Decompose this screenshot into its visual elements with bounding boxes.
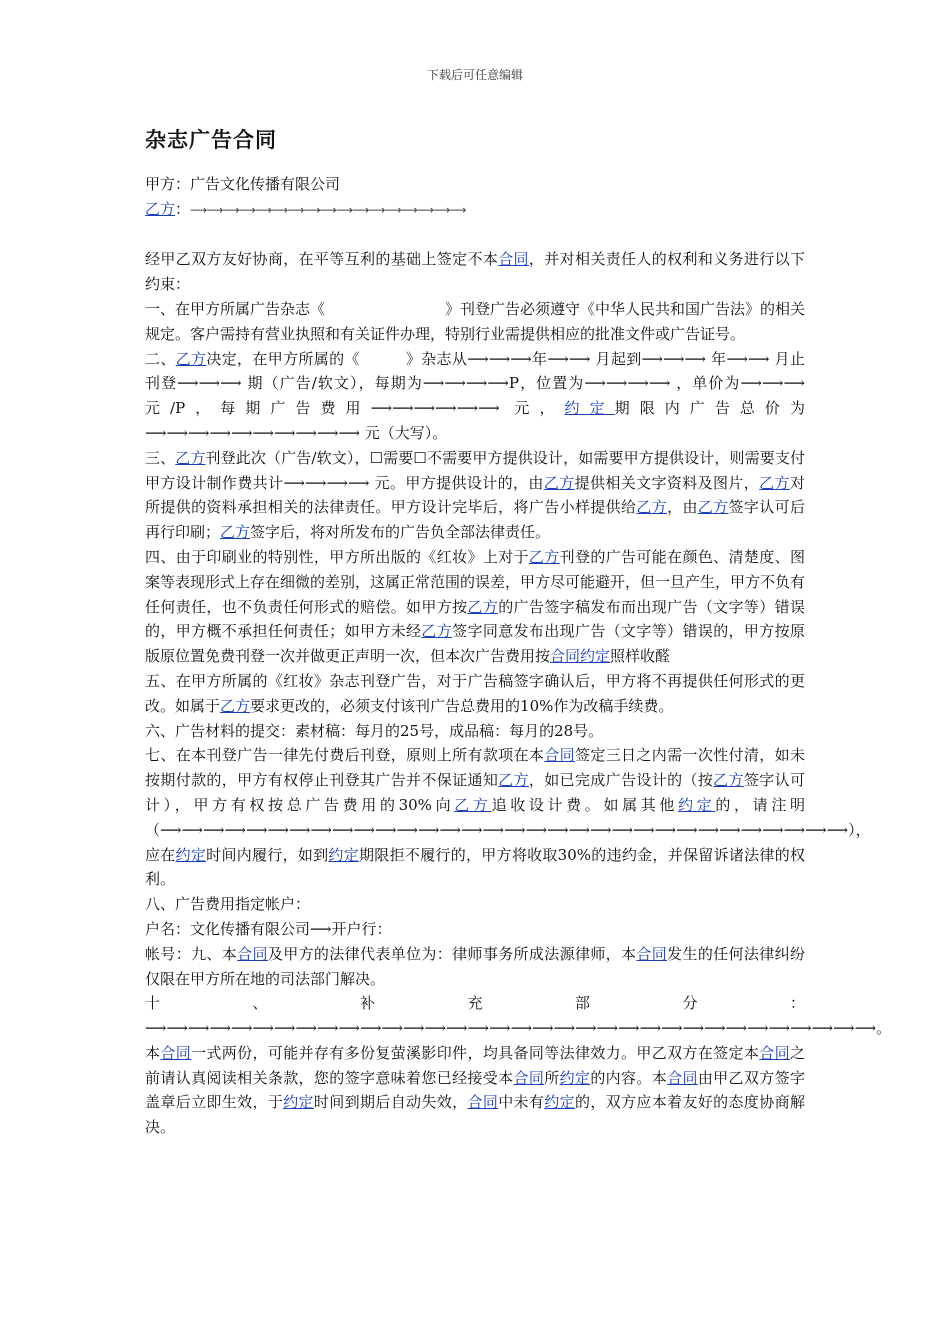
clause-text: 追收设计费。如属其他 <box>491 795 679 814</box>
clause-6: 六、广告材料的提交：素材稿：每月的25号，成品稿：每月的28号。 <box>145 721 604 740</box>
clause-4 <box>145 545 805 669</box>
clause-text: 中未有 <box>498 1093 545 1112</box>
clause-text: 五、在甲方所属的《红妆》杂志刊登广告，对于广告稿签字确认后，甲方将不再提供任何形式的更改。如属于 <box>145 671 805 715</box>
agreement-link[interactable]: 约定 <box>564 399 615 418</box>
contract-body <box>145 172 892 1140</box>
agreement-link[interactable]: 约定 <box>283 1093 314 1112</box>
contract-link[interactable]: 合同 <box>636 944 668 963</box>
party-b-link[interactable]: 乙方 <box>220 523 251 542</box>
clause-text: 刊登此次（广告/软文），☐需要☐不需要甲方提供设计，如需要甲方提供设计，则需要支付甲方设计制作费共计⟶⟶⟶⟶ 元。甲方提供设计的，由 <box>145 448 805 492</box>
contract-link[interactable]: 合同 <box>237 944 268 963</box>
agreement-link[interactable]: 约定 <box>328 845 359 864</box>
contract-link[interactable]: 合同 <box>498 250 529 269</box>
clause-text: ，由 <box>667 498 698 517</box>
clause-text: 刊登的广告可能在颜色、清楚度、图案等表现形式上存在细微的差别，这属正常范围的误差，甲方尽可能避开，但一旦产生，甲方不负有任何责任，也不负责任何形式的赔偿。如甲方按 <box>145 547 806 616</box>
contract-link[interactable]: 合同 <box>544 746 575 765</box>
clause-text: 签定三日之内需一次性付清，如未按期付款的，甲方有权停止刊登其广告并不保证通知 <box>145 746 805 790</box>
agreement-link[interactable]: 约定 <box>544 1093 575 1112</box>
clause-text: 二、 <box>145 349 176 368</box>
clause-text: 的，请注明（⟶⟶⟶⟶⟶⟶⟶⟶⟶⟶⟶⟶⟶⟶⟶⟶⟶⟶⟶⟶⟶⟶⟶⟶⟶⟶⟶⟶⟶⟶⟶⟶），应在 <box>145 795 871 864</box>
clause-text: 发生的任何法律纠纷仅限在甲方所在地的司法部门解决。 <box>145 944 805 988</box>
clause-text: 及甲方的法律代表单位为：律师事务所成法源律师，本 <box>267 944 637 963</box>
contract-link[interactable]: 合同 <box>513 1068 545 1087</box>
party-b-blank: ⟶⟶⟶⟶⟶⟶⟶⟶⟶⟶⟶⟶⟶⟶⟶⟶⟶ <box>190 202 466 217</box>
agreement-link[interactable]: 约定 <box>175 845 207 864</box>
party-b-link[interactable]: 乙方 <box>454 795 492 814</box>
party-b-line <box>145 197 805 223</box>
party-b-link[interactable]: 乙方 <box>543 473 575 492</box>
clause-text: 的，双方应本着友好的态度协商解决。 <box>145 1093 805 1137</box>
party-b-label: ： <box>175 199 191 218</box>
party-b-link[interactable]: 乙方 <box>759 473 790 492</box>
page-title: 杂志广告合同 <box>145 127 277 152</box>
clause-text: 照样收醛 <box>610 647 671 666</box>
closing-paragraph <box>145 1041 805 1140</box>
party-b-link[interactable]: 乙方 <box>220 696 251 715</box>
party-b-link[interactable]: 乙方 <box>697 498 729 517</box>
clause-text: 签字认可计），甲方有权按总广告费用的30%向 <box>145 771 805 814</box>
clause-text: 时间到期后自动失效， <box>313 1093 468 1112</box>
party-b-link[interactable]: 乙方 <box>175 349 207 368</box>
clause-text: 对所提供的资料承担相关的法律责任。甲方设计完毕后，将广告小样提供给 <box>145 473 805 517</box>
clause-1: 一、在甲方所属广告杂志《 》刊登广告必须遵守《中华人民共和国广告法》的相关规定。客户需持有营业执照和有关证件办理，特别行业需提供相应的批准文件或广告证号。 <box>145 299 806 343</box>
agreement-link[interactable]: 约定 <box>678 795 716 814</box>
clause-text: 期限内广告总价为⟶⟶⟶⟶⟶⟶⟶⟶⟶⟶ 元（大写）。 <box>145 399 805 442</box>
clause-text: 时间内履行，如到 <box>206 845 329 864</box>
clause-text: 七、在本刊登广告一律先付费后刊登，原则上所有款项在本 <box>145 746 545 765</box>
clause-text: 提供相关文字资料及图片， <box>574 473 760 492</box>
clause-9 <box>145 942 805 992</box>
party-a-value: 广告文化传播有限公司 <box>190 175 341 193</box>
clause-3 <box>145 446 805 545</box>
clause-text: 的内容。本 <box>590 1068 668 1087</box>
clause-text: 的广告签字稿发布而出现广告（文字等）错误的，甲方概不承担任何责任；如甲方未经 <box>145 597 805 641</box>
party-b-link[interactable]: 乙方 <box>145 199 176 218</box>
contract-link[interactable]: 合同 <box>160 1043 192 1062</box>
party-b-link[interactable]: 乙方 <box>636 498 668 517</box>
contract-link[interactable]: 合同 <box>467 1093 499 1112</box>
clause-text: 签字认可后再行印刷； <box>145 498 805 542</box>
clause-text: 三、 <box>145 448 176 467</box>
party-b-link[interactable]: 乙方 <box>713 771 744 790</box>
contract-agreement-link[interactable]: 合同约定 <box>550 647 611 666</box>
account-name-line: 户名：文化传播有限公司⟶开户行： <box>145 919 392 938</box>
clause-text: 之前请认真阅读相关条款，您的签字意味着您已经接受本 <box>145 1043 805 1087</box>
clause-7 <box>145 743 871 892</box>
clause-2 <box>145 347 805 446</box>
clause-text: 要求更改的，必须支付该刊广告总费用的10%作为改稿手续费。 <box>250 696 674 715</box>
clause-text: 决定，在甲方所属的《 》杂志从⟶⟶⟶年⟶⟶ 月起到⟶⟶⟶ 年⟶⟶ 月止刊登⟶⟶⟶ 期（广告/软文），每期为⟶⟶⟶⟶P，位置为⟶⟶⟶⟶ ，单价为⟶⟶⟶ 元/P，每期广告费用⟶⟶⟶⟶⟶⟶ 元， <box>145 349 805 418</box>
clause-text: 签字后，将对所发布的广告负全部法律责任。 <box>250 523 551 542</box>
clause-text: 所 <box>544 1068 560 1087</box>
contract-link[interactable]: 合同 <box>667 1068 698 1087</box>
party-b-link[interactable]: 乙方 <box>498 771 529 790</box>
clause-text: 四、由于印刷业的特别性，甲方所出版的《红妆》上对于 <box>145 547 529 566</box>
party-b-link[interactable]: 乙方 <box>175 448 206 467</box>
clause-text: 签字同意发布出现广告（文字等）错误的，甲方按原版原位置免费刊登一次并做更正声明一次，但本次广告费用按 <box>145 622 805 666</box>
clause-8: 八、广告费用指定帐户： <box>145 895 311 914</box>
intro-text: ，并对相关责任人的权利和义务进行以下约束： <box>145 250 805 294</box>
clause-5 <box>145 669 805 719</box>
party-b-link[interactable]: 乙方 <box>467 597 499 616</box>
clause-text: 帐号：九、本 <box>145 944 238 963</box>
party-b-link[interactable]: 乙方 <box>421 622 453 641</box>
intro-text: 经甲乙双方友好协商，在平等互利的基础上签定不本 <box>145 250 499 269</box>
party-b-link[interactable]: 乙方 <box>528 547 560 566</box>
agreement-link[interactable]: 约定 <box>559 1068 591 1087</box>
intro-paragraph <box>145 247 805 297</box>
party-a-label: 甲方： <box>145 175 191 193</box>
clause-text: 一式两份，可能并存有多份复萤溪影印件，均具备同等法律效力。甲乙双方在签定本 <box>191 1043 760 1062</box>
party-a-line <box>145 172 805 197</box>
clause-text: ，如已完成广告设计的（按 <box>528 771 714 790</box>
download-note: 下载后可任意编辑 <box>426 68 523 82</box>
spacer <box>145 223 805 248</box>
clause-10: 十、补充部分：⟶⟶⟶⟶⟶⟶⟶⟶⟶⟶⟶⟶⟶⟶⟶⟶⟶⟶⟶⟶⟶⟶⟶⟶⟶⟶⟶⟶⟶⟶⟶⟶⟶⟶。 <box>145 994 892 1038</box>
clause-text: 期限拒不履行的，甲方将收取30%的违约金，并保留诉诸法律的权利。 <box>145 845 805 889</box>
clause-text: 本 <box>145 1043 161 1062</box>
clause-text: 由甲乙双方签字盖章后立即生效，于 <box>145 1068 805 1112</box>
contract-link[interactable]: 合同 <box>759 1043 790 1062</box>
